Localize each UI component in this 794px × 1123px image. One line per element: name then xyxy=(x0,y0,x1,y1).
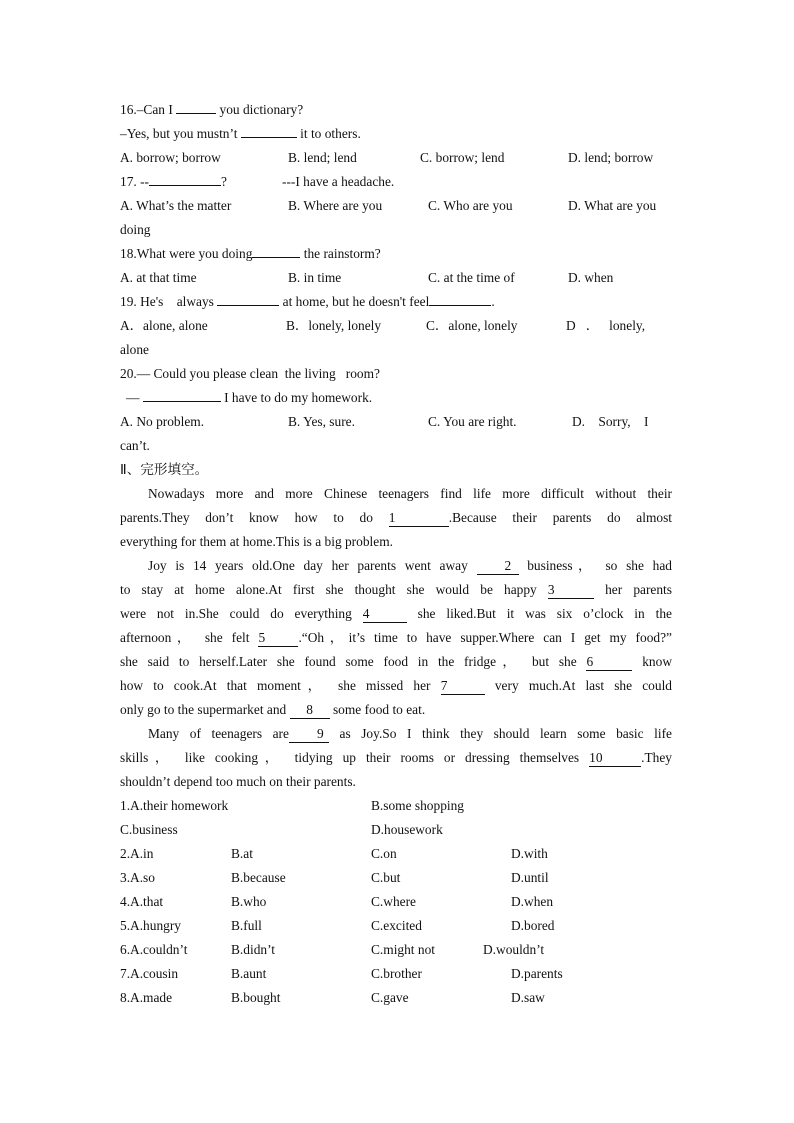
passage-p3-line3: shouldn’t depend too much on their parents. xyxy=(120,774,356,789)
cloze-blank-9[interactable]: 9 xyxy=(289,726,329,743)
options-row-2 xyxy=(120,842,672,866)
opt-7a[interactable]: 7.A.cousin xyxy=(120,966,179,981)
passage-p1-line3: everything for them at home.This is a big problem. xyxy=(120,534,393,549)
opt-5c[interactable]: C.excited xyxy=(371,918,422,933)
q18-option-c[interactable]: C. at the time of xyxy=(428,270,515,285)
q17-option-a[interactable]: A. What’s the matter xyxy=(120,198,232,213)
passage-p2-line1-b: business， so she had xyxy=(527,558,672,573)
q20-response-end: I have to do my homework. xyxy=(224,390,373,405)
options-row-5 xyxy=(120,914,672,938)
options-row-4 xyxy=(120,890,672,914)
q17-option-b[interactable]: B. Where are you xyxy=(288,198,383,213)
q16-response xyxy=(120,122,672,146)
passage-p2-line5-b: know xyxy=(642,654,672,669)
q19-option-d[interactable]: D ． lonely, xyxy=(566,318,646,333)
worksheet-content xyxy=(120,98,672,1010)
q17-option-d-cont: doing xyxy=(120,222,151,237)
opt-6a[interactable]: 6.A.couldn’t xyxy=(120,942,188,957)
cloze-blank-6[interactable]: 6 xyxy=(586,654,632,671)
q16-option-c[interactable]: C. borrow; lend xyxy=(420,150,505,165)
opt-3a[interactable]: 3.A.so xyxy=(120,870,155,885)
section-heading: Ⅱ、完形填空。 xyxy=(120,462,209,478)
q19-option-a[interactable]: A．alone, alone xyxy=(120,318,208,333)
q17-stem xyxy=(120,170,672,194)
q19-option-d-cont: alone xyxy=(120,342,149,357)
cloze-blank-2[interactable]: 2 xyxy=(477,558,519,575)
opt-6d[interactable]: D.wouldn’t xyxy=(483,942,545,957)
passage-p2-line2 xyxy=(120,578,672,602)
passage-p2-line7-b: some food to eat. xyxy=(332,702,426,717)
q16-response-text: –Yes, but you mustn’t xyxy=(120,126,238,141)
opt-4c[interactable]: C.where xyxy=(371,894,416,909)
options-row-3 xyxy=(120,866,672,890)
options-row-1 xyxy=(120,794,672,818)
q20-option-b[interactable]: B. Yes, sure. xyxy=(288,414,355,429)
cloze-blank-8[interactable]: 8 xyxy=(290,702,330,719)
q19-stem-text: 19. He's always xyxy=(120,294,214,309)
q19-stem-mid: at home, but he doesn't feel xyxy=(282,294,430,309)
q18-stem xyxy=(120,242,672,266)
passage-p2-line3 xyxy=(120,602,672,626)
passage-p2-line1-a: Joy is 14 years old.One day her parents went away xyxy=(148,558,468,573)
passage-p2-line3-b: she liked.But it was six o’clock in the xyxy=(417,606,672,621)
q18-option-d[interactable]: D. when xyxy=(568,270,614,285)
q19-option-c[interactable]: C．alone, lonely xyxy=(426,318,518,333)
opt-1b[interactable]: B.some shopping xyxy=(371,798,464,813)
opt-6c[interactable]: C.might not xyxy=(371,942,435,957)
passage-p2-line7 xyxy=(120,698,672,722)
passage-p2-line5 xyxy=(120,650,672,674)
opt-6b[interactable]: B.didn’t xyxy=(231,942,276,957)
passage-p2-line2-a: to stay at home alone.At first she thought she would be happy xyxy=(120,582,537,597)
passage-p2-line6 xyxy=(120,674,672,698)
passage-p2-line1 xyxy=(120,554,672,578)
q20-options xyxy=(120,410,672,434)
opt-5d[interactable]: D.bored xyxy=(511,918,555,933)
passage-p1-line2 xyxy=(120,506,672,530)
passage-p3-line2-b: .They xyxy=(641,750,672,765)
passage-p3-line2-a: skills， like cooking， tidying up their rooms or dressing themselves xyxy=(120,750,580,765)
opt-2b[interactable]: B.at xyxy=(231,846,253,861)
opt-8d[interactable]: D.saw xyxy=(511,990,545,1005)
opt-1a[interactable]: 1.A.their homework xyxy=(120,798,229,813)
q19-blank-1[interactable] xyxy=(217,305,279,306)
passage-p3-line1-b: as Joy.So I think they should learn some basic life xyxy=(339,726,672,741)
passage-p3-line2 xyxy=(120,746,672,770)
passage-p2-line4 xyxy=(120,626,672,650)
options-row-6 xyxy=(120,938,672,962)
passage-p2-line6-a: how to cook.At that moment， she missed her xyxy=(120,678,431,693)
passage-p2-line3-a: were not in.She could do everything xyxy=(120,606,352,621)
cloze-blank-7[interactable]: 7 xyxy=(441,678,485,695)
passage-p2-line4-b: .“Oh，it’s time to have supper.Where can I get my food?” xyxy=(298,630,672,645)
opt-5a[interactable]: 5.A.hungry xyxy=(120,918,181,933)
cloze-blank-4[interactable]: 4 xyxy=(363,606,407,623)
q16-stem-text: 16.–Can I xyxy=(120,102,173,117)
opt-8b[interactable]: B.bought xyxy=(231,990,281,1005)
opt-7b[interactable]: B.aunt xyxy=(231,966,267,981)
q16-options xyxy=(120,146,672,170)
q16-blank-2[interactable] xyxy=(241,137,297,138)
q19-stem xyxy=(120,290,672,314)
q18-stem-text: 18.What were you doing xyxy=(120,246,253,261)
q16-stem xyxy=(120,98,672,122)
opt-2d[interactable]: D.with xyxy=(511,846,548,861)
opt-8c[interactable]: C.gave xyxy=(371,990,409,1005)
opt-8a[interactable]: 8.A.made xyxy=(120,990,173,1005)
opt-4d[interactable]: D.when xyxy=(511,894,554,909)
opt-5b[interactable]: B.full xyxy=(231,918,262,933)
q17-stem-text: 17. -- xyxy=(120,174,150,189)
q16-option-a[interactable]: A. borrow; borrow xyxy=(120,150,221,165)
passage-p1-line1: Nowadays more and more Chinese teenagers find life more difficult without their xyxy=(148,486,672,501)
q20-response xyxy=(120,386,672,410)
q18-options xyxy=(120,266,672,290)
q19-stem-end: . xyxy=(491,294,495,309)
q17-question-mark: ? xyxy=(221,174,227,189)
opt-7c[interactable]: C.brother xyxy=(371,966,422,981)
q17-option-d[interactable]: D. What are you xyxy=(568,198,657,213)
passage-p2-line2-b: her parents xyxy=(605,582,672,597)
opt-2c[interactable]: C.on xyxy=(371,846,397,861)
options-row-1-cont xyxy=(120,818,672,842)
q20-response-dash: — xyxy=(126,390,140,405)
passage-p2-line4-a: afternoon， she felt xyxy=(120,630,250,645)
cloze-blank-1[interactable]: 1 xyxy=(389,510,449,527)
passage-p2-line6-b: very much.At last she could xyxy=(494,678,672,693)
opt-1c[interactable]: C.business xyxy=(120,822,178,837)
q17-blank[interactable] xyxy=(149,185,221,186)
q17-option-c[interactable]: C. Who are you xyxy=(428,198,513,213)
q16-blank-1[interactable] xyxy=(176,113,216,114)
cloze-blank-10[interactable]: 10 xyxy=(589,750,641,767)
q20-stem: 20.— Could you please clean the living room? xyxy=(120,366,380,381)
passage-p3-line1 xyxy=(120,722,672,746)
opt-1d[interactable]: D.housework xyxy=(371,822,443,837)
passage-p1-line2-b: .Because their parents do almost xyxy=(448,510,672,525)
opt-3b[interactable]: B.because xyxy=(231,870,286,885)
q16-option-d[interactable]: D. lend; borrow xyxy=(568,150,654,165)
options-row-8 xyxy=(120,986,672,1010)
q16-response-end: it to others. xyxy=(300,126,361,141)
q19-option-b[interactable]: B．lonely, lonely xyxy=(286,318,382,333)
passage-p3-line1-a: Many of teenagers are xyxy=(148,726,289,741)
q18-option-b[interactable]: B. in time xyxy=(288,270,342,285)
q17-reply: ---I have a headache. xyxy=(282,174,395,189)
opt-2a[interactable]: 2.A.in xyxy=(120,846,154,861)
q20-blank[interactable] xyxy=(143,401,221,402)
q17-options xyxy=(120,194,672,218)
q19-options xyxy=(120,314,672,338)
cloze-blank-5[interactable]: 5 xyxy=(258,630,298,647)
q20-option-a[interactable]: A. No problem. xyxy=(120,414,205,429)
passage-p2-line7-a: only go to the supermarket and xyxy=(120,702,287,717)
q20-option-d-cont: can’t. xyxy=(120,438,150,453)
options-row-7 xyxy=(120,962,672,986)
opt-4a[interactable]: 4.A.that xyxy=(120,894,164,909)
q16-stem-end: you dictionary? xyxy=(219,102,304,117)
q18-stem-end: the rainstorm? xyxy=(303,246,381,261)
opt-3d[interactable]: D.until xyxy=(511,870,549,885)
q20-option-d[interactable]: D. Sorry, I xyxy=(572,414,649,429)
q19-blank-2[interactable] xyxy=(429,305,491,306)
passage-p2-line5-a: she said to herself.Later she found some food in the fridge， but she xyxy=(120,654,577,669)
q16-option-b[interactable]: B. lend; lend xyxy=(288,150,357,165)
opt-7d[interactable]: D.parents xyxy=(511,966,563,981)
q18-option-a[interactable]: A. at that time xyxy=(120,270,197,285)
passage-p1-line2-a: parents.They don’t know how to do xyxy=(120,510,373,525)
q20-option-c[interactable]: C. You are right. xyxy=(428,414,517,429)
opt-4b[interactable]: B.who xyxy=(231,894,267,909)
opt-3c[interactable]: C.but xyxy=(371,870,401,885)
cloze-blank-3[interactable]: 3 xyxy=(548,582,594,599)
q18-blank[interactable] xyxy=(252,257,300,258)
